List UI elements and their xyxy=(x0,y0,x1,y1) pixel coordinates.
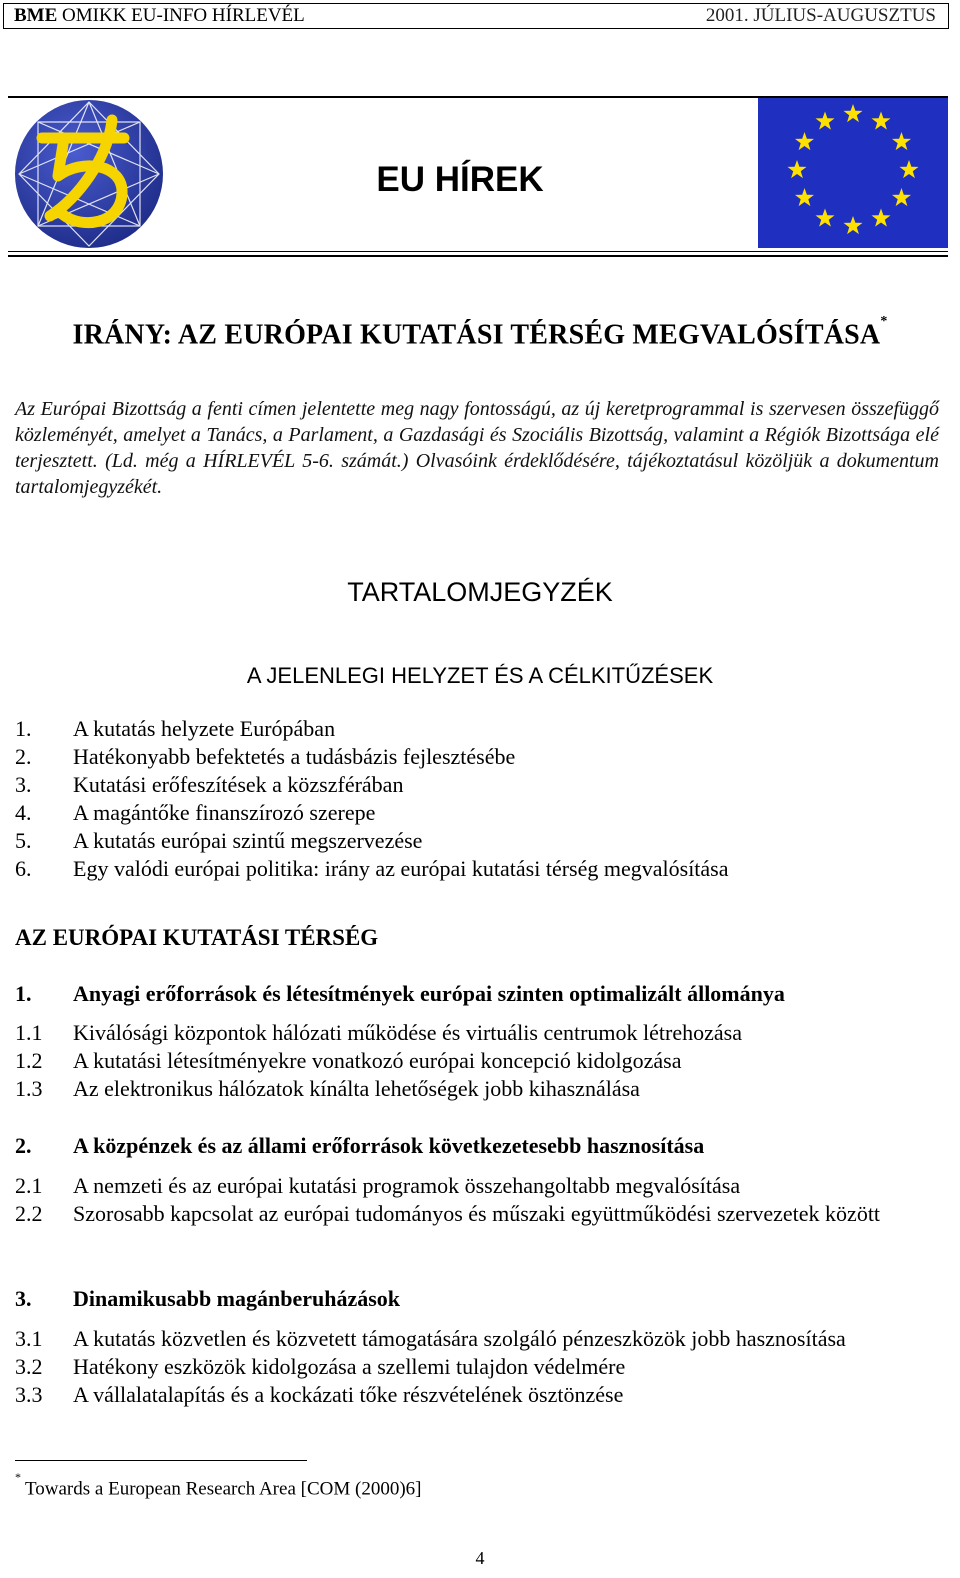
toc-item-number: 6. xyxy=(15,856,32,881)
section-item xyxy=(15,1019,940,1047)
article-title-text: IRÁNY: AZ EURÓPAI KUTATÁSI TÉRSÉG MEGVALÓSÍTÁSA xyxy=(72,319,881,351)
item-number: 2.2 xyxy=(15,1201,43,1226)
section-items xyxy=(15,1019,940,1103)
item-text: A nemzeti és az európai kutatási programok összehangoltabb megvalósítása xyxy=(73,1173,741,1198)
banner-title: EU HÍREK xyxy=(376,160,544,199)
section-item xyxy=(15,1353,940,1381)
toc-item-number: 4. xyxy=(15,800,32,825)
area-heading: AZ EURÓPAI KUTATÁSI TÉRSÉG xyxy=(15,925,379,950)
section-item xyxy=(15,1075,940,1103)
item-number: 2.1 xyxy=(15,1173,43,1198)
header-left-bold: BME xyxy=(14,5,58,26)
item-number: 3.1 xyxy=(15,1326,43,1351)
toc-item xyxy=(15,827,940,855)
item-number: 1.1 xyxy=(15,1020,43,1045)
toc-item-text: A kutatás európai szintű megszervezése xyxy=(73,828,423,853)
item-text: A kutatási létesítményekre vonatkozó európai koncepció kidolgozása xyxy=(73,1048,682,1073)
section-heading-row xyxy=(15,980,940,1008)
toc-item-number: 3. xyxy=(15,772,32,797)
section-title: Dinamikusabb magánberuházások xyxy=(73,1286,401,1311)
toc-list xyxy=(15,715,940,883)
section-items xyxy=(15,1325,940,1409)
footnote-marker: * xyxy=(880,314,888,329)
section-heading-row xyxy=(15,1285,940,1313)
header-left xyxy=(14,4,305,28)
header-left-text: OMIKK EU-INFO HÍRLEVÉL xyxy=(62,5,305,26)
item-number: 1.3 xyxy=(15,1076,43,1101)
banner-bottom-rule-thick xyxy=(8,255,948,257)
toc-item-text: Egy valódi európai politika: irány az európai kutatási térség megvalósítása xyxy=(73,856,729,881)
newsletter-header xyxy=(3,3,949,29)
toc-item-number: 5. xyxy=(15,828,32,853)
item-number: 3.3 xyxy=(15,1382,43,1407)
section-heading xyxy=(15,1132,940,1160)
section-item xyxy=(15,1172,940,1200)
section-item xyxy=(15,1325,940,1353)
page-number: 4 xyxy=(475,1548,485,1568)
item-text: Kiválósági központok hálózati működése és virtuális centrumok létrehozása xyxy=(73,1020,742,1045)
section-title: Anyagi erőforrások és létesítmények európai szinten optimalizált állománya xyxy=(73,981,785,1006)
toc-item-text: Hatékonyabb befektetés a tudásbázis fejlesztésébe xyxy=(73,744,516,769)
footnote-rule xyxy=(15,1460,307,1461)
section-number: 1. xyxy=(15,981,32,1006)
toc-item-number: 1. xyxy=(15,716,32,741)
section-item xyxy=(15,1200,940,1228)
toc-item xyxy=(15,743,940,771)
header-date: 2001. JÚLIUS-AUGUSZTUS xyxy=(705,5,936,26)
item-text: A vállalatalapítás és a kockázati tőke részvételének ösztönzése xyxy=(73,1382,624,1407)
footnote-text: Towards a European Research Area [COM (2000)6] xyxy=(25,1478,422,1500)
toc-item-text: Kutatási erőfeszítések a közszférában xyxy=(73,772,404,797)
item-number: 1.2 xyxy=(15,1048,43,1073)
section-heading-row xyxy=(15,1132,940,1160)
item-text: Hatékony eszközök kidolgozása a szellemi tulajdon védelmére xyxy=(73,1354,626,1379)
article-title xyxy=(0,312,960,353)
item-text: Szorosabb kapcsolat az európai tudományos és műszaki együttműködési szervezetek között xyxy=(73,1201,881,1226)
section-number: 3. xyxy=(15,1286,32,1311)
toc-item-number: 2. xyxy=(15,744,32,769)
toc-subtitle: A JELENLEGI HELYZET ÉS A CÉLKITŰZÉSEK xyxy=(246,663,714,688)
item-number: 3.2 xyxy=(15,1354,43,1379)
section-item xyxy=(15,1047,940,1075)
toc-item xyxy=(15,855,940,883)
toc-item-text: A kutatás helyzete Európában xyxy=(73,716,336,741)
toc-item xyxy=(15,771,940,799)
section-title: A közpénzek és az állami erőforrások következetesebb hasznosítása xyxy=(73,1133,705,1158)
intro-paragraph: Az Európai Bizottság a fenti címen jelentette meg nagy fontosságú, az új keretprogrammal is szervesen összefüggő közleményét, amelyet a Tanács, a Parlament, a Gazdasági és Szociális Bizottság, valamint a Régiók Bizottsága elé terjesztett. (Ld. még a HÍRLEVÉL 5-6. számát.) Olvasóink érdeklődésére, tájékoztatásul közöljük a dokumentum tartalomjegyzékét. xyxy=(15,398,939,498)
section-heading xyxy=(15,980,940,1008)
toc-title: TARTALOMJEGYZÉK xyxy=(347,577,613,607)
footnote xyxy=(15,1470,421,1502)
item-text: Az elektronikus hálózatok kínálta lehetőségek jobb kihasználása xyxy=(73,1076,640,1101)
section-item xyxy=(15,1381,940,1409)
toc-item xyxy=(15,715,940,743)
section-items xyxy=(15,1172,940,1228)
toc-item xyxy=(15,799,940,827)
banner-bottom-rule xyxy=(8,251,948,252)
section-heading xyxy=(15,1285,940,1313)
section-number: 2. xyxy=(15,1133,32,1158)
item-text: A kutatás közvetlen és közvetett támogatására szolgáló pénzeszközök jobb hasznosítása xyxy=(73,1326,846,1351)
footnote-mark: * xyxy=(15,1470,21,1484)
eu-flag-icon xyxy=(758,98,948,248)
bme-omikk-logo-icon xyxy=(12,98,166,250)
toc-item-text: A magántőke finanszírozó szerepe xyxy=(73,800,376,825)
